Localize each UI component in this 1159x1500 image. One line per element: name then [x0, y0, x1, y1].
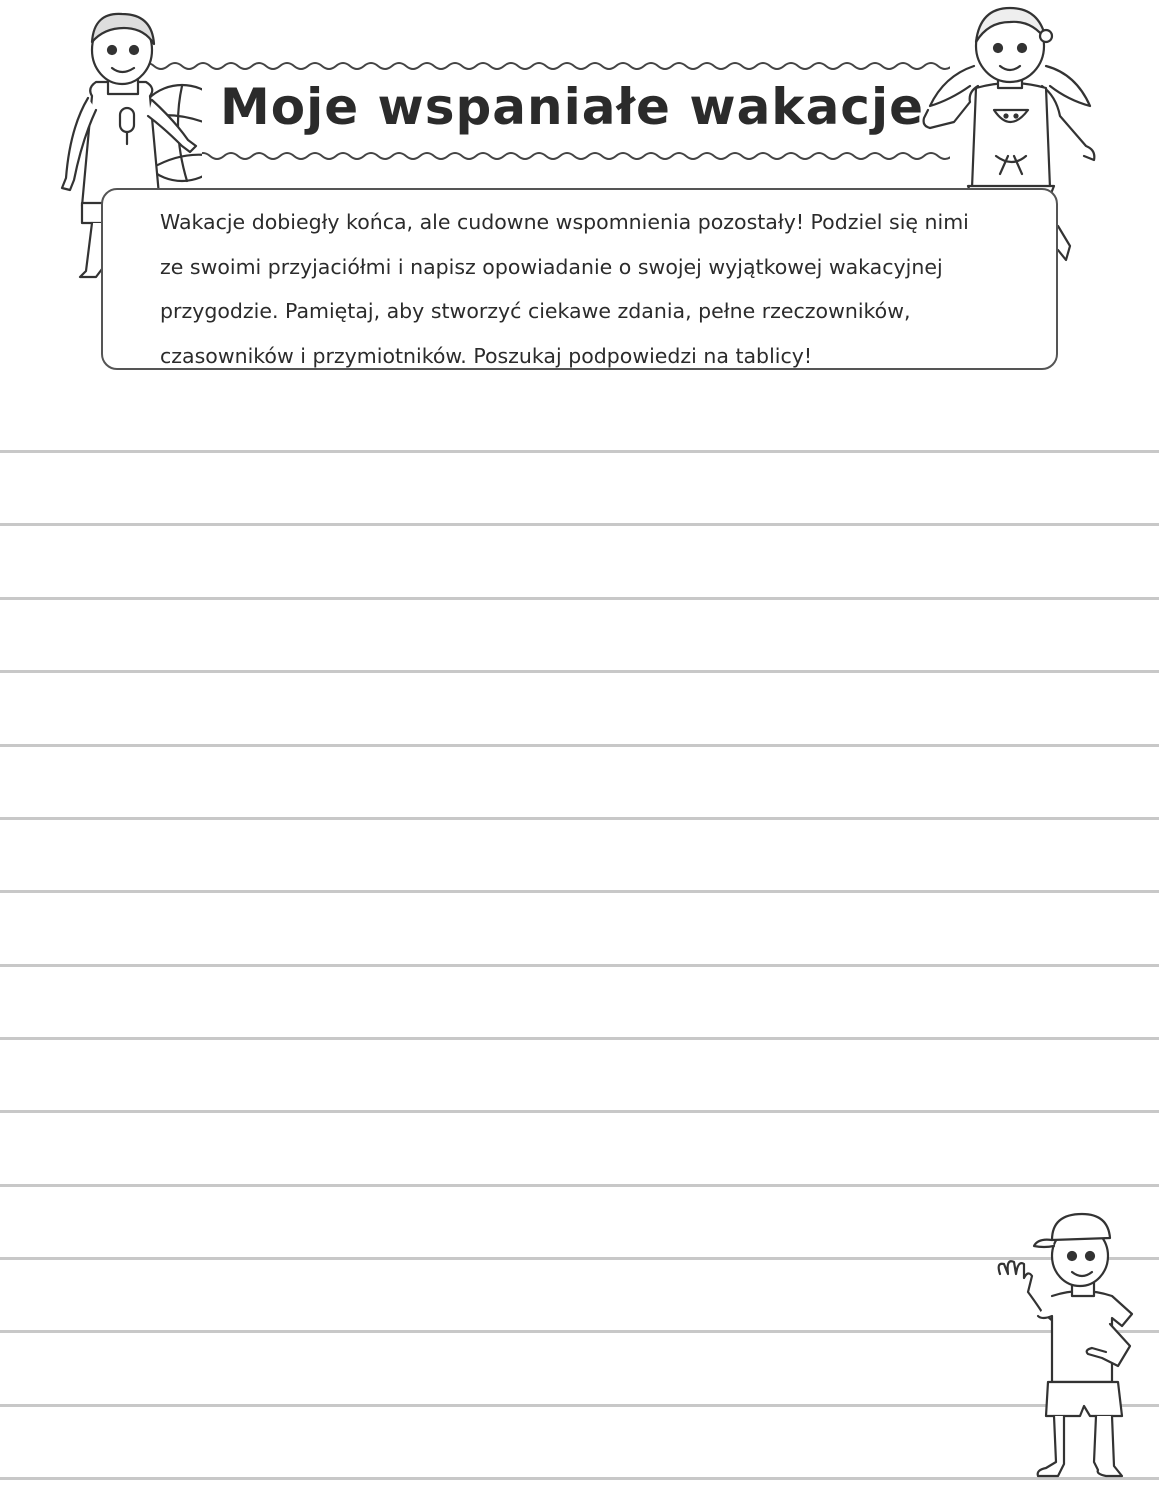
writing-line[interactable] — [0, 1257, 1159, 1260]
writing-line[interactable] — [0, 523, 1159, 526]
writing-line[interactable] — [0, 817, 1159, 820]
writing-line[interactable] — [0, 744, 1159, 747]
writing-line[interactable] — [0, 1110, 1159, 1113]
writing-line[interactable] — [0, 1404, 1159, 1407]
writing-line[interactable] — [0, 1184, 1159, 1187]
page-title: Moje wspaniałe wakacje — [219, 78, 924, 136]
instruction-line: ze swoimi przyjaciółmi i napisz opowiadanie o swojej wyjątkowej wakacyjnej — [160, 254, 943, 279]
writing-line[interactable] — [0, 450, 1159, 453]
writing-line[interactable] — [0, 670, 1159, 673]
writing-line[interactable] — [0, 890, 1159, 893]
instruction-line: przygodzie. Pamiętaj, aby stworzyć ciekawe zdania, pełne rzeczowników, — [160, 299, 911, 323]
writing-line[interactable] — [0, 597, 1159, 600]
writing-line[interactable] — [0, 1330, 1159, 1333]
writing-line[interactable] — [0, 1037, 1159, 1040]
instruction-line: czasowników i przymiotników. Poszukaj podpowiedzi na tablicy! — [160, 343, 813, 368]
writing-line[interactable] — [0, 964, 1159, 967]
boy-with-cap-waving-illustration — [992, 1210, 1148, 1482]
instruction-line: Wakacje dobiegły końca, ale cudowne wspomnienia pozostały! Podziel się nimi — [160, 210, 969, 234]
writing-line[interactable] — [0, 1477, 1159, 1480]
